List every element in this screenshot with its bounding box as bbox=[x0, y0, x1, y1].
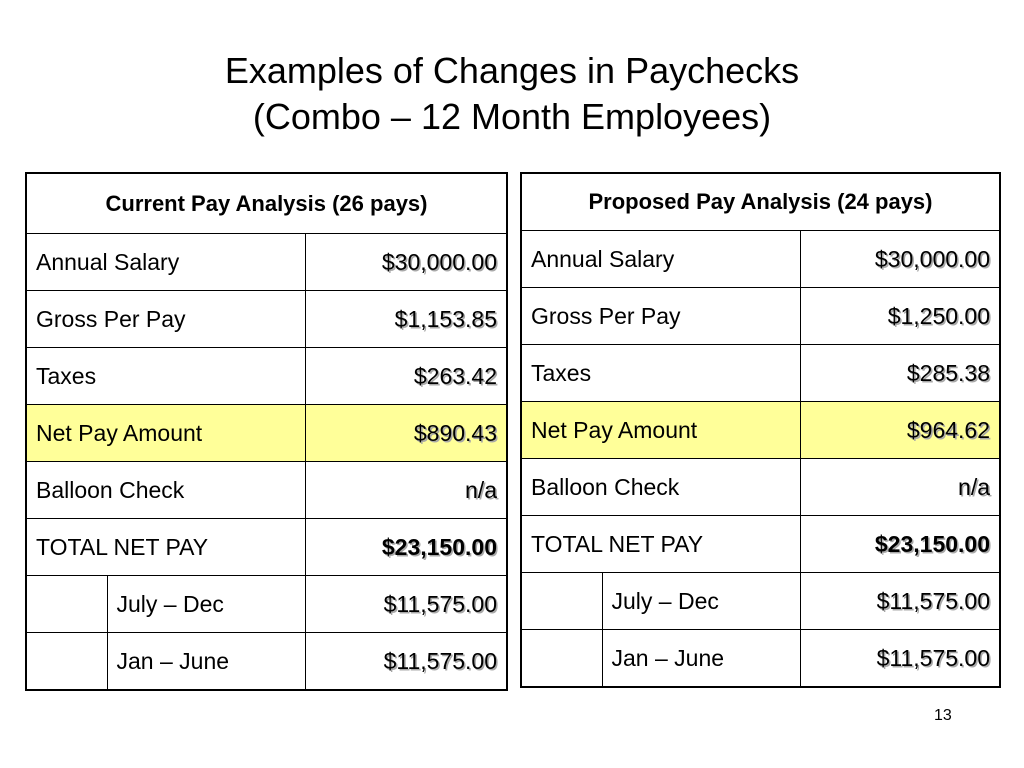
current-pay-header: Current Pay Analysis (26 pays) bbox=[26, 173, 507, 234]
table-subrow bbox=[26, 576, 507, 633]
row-label: Taxes bbox=[26, 348, 305, 405]
table-header-row bbox=[26, 173, 507, 234]
row-label: TOTAL NET PAY bbox=[521, 516, 800, 573]
row-value: $1,250.00 bbox=[800, 288, 1000, 345]
row-value: n/a bbox=[305, 462, 507, 519]
table-row bbox=[521, 288, 1000, 345]
table-row-highlighted bbox=[521, 402, 1000, 459]
subrow-label: Jan – June bbox=[602, 630, 800, 688]
table-row bbox=[26, 291, 507, 348]
row-label: Balloon Check bbox=[26, 462, 305, 519]
empty-cell bbox=[521, 573, 602, 630]
table-row bbox=[26, 519, 507, 576]
proposed-pay-table bbox=[520, 172, 1001, 688]
row-label: Gross Per Pay bbox=[521, 288, 800, 345]
table-row bbox=[521, 345, 1000, 402]
subrow-value: $11,575.00 bbox=[800, 573, 1000, 630]
table-row-highlighted bbox=[26, 405, 507, 462]
table-subrow bbox=[521, 573, 1000, 630]
slide-title bbox=[0, 48, 1024, 140]
table-header-row bbox=[521, 173, 1000, 231]
table-row bbox=[521, 231, 1000, 288]
proposed-pay-header: Proposed Pay Analysis (24 pays) bbox=[521, 173, 1000, 231]
empty-cell bbox=[521, 630, 602, 688]
row-value: $1,153.85 bbox=[305, 291, 507, 348]
row-label: Balloon Check bbox=[521, 459, 800, 516]
table-subrow bbox=[521, 630, 1000, 688]
row-value: $30,000.00 bbox=[305, 234, 507, 291]
row-label: Net Pay Amount bbox=[521, 402, 800, 459]
table-row bbox=[26, 462, 507, 519]
row-value-total: $23,150.00 bbox=[800, 516, 1000, 573]
page-number: 13 bbox=[934, 707, 952, 724]
title-line-2: (Combo – 12 Month Employees) bbox=[252, 96, 772, 137]
row-value-total: $23,150.00 bbox=[305, 519, 507, 576]
row-value: $30,000.00 bbox=[800, 231, 1000, 288]
subrow-label: Jan – June bbox=[107, 633, 305, 691]
table-subrow bbox=[26, 633, 507, 691]
table-row bbox=[521, 516, 1000, 573]
subrow-value: $11,575.00 bbox=[305, 576, 507, 633]
title-line-1: Examples of Changes in Paychecks bbox=[224, 50, 800, 91]
subrow-value: $11,575.00 bbox=[800, 630, 1000, 688]
empty-cell bbox=[26, 576, 107, 633]
row-value: $263.42 bbox=[305, 348, 507, 405]
subrow-label: July – Dec bbox=[602, 573, 800, 630]
row-value: $890.43 bbox=[305, 405, 507, 462]
empty-cell bbox=[26, 633, 107, 691]
table-row bbox=[521, 459, 1000, 516]
row-label: Gross Per Pay bbox=[26, 291, 305, 348]
row-label: Net Pay Amount bbox=[26, 405, 305, 462]
row-value: $285.38 bbox=[800, 345, 1000, 402]
subrow-label: July – Dec bbox=[107, 576, 305, 633]
table-row bbox=[26, 234, 507, 291]
subrow-value: $11,575.00 bbox=[305, 633, 507, 691]
row-label: Annual Salary bbox=[26, 234, 305, 291]
row-label: TOTAL NET PAY bbox=[26, 519, 305, 576]
row-value: $964.62 bbox=[800, 402, 1000, 459]
row-value: n/a bbox=[800, 459, 1000, 516]
row-label: Annual Salary bbox=[521, 231, 800, 288]
row-label: Taxes bbox=[521, 345, 800, 402]
current-pay-table bbox=[25, 172, 508, 691]
table-row bbox=[26, 348, 507, 405]
